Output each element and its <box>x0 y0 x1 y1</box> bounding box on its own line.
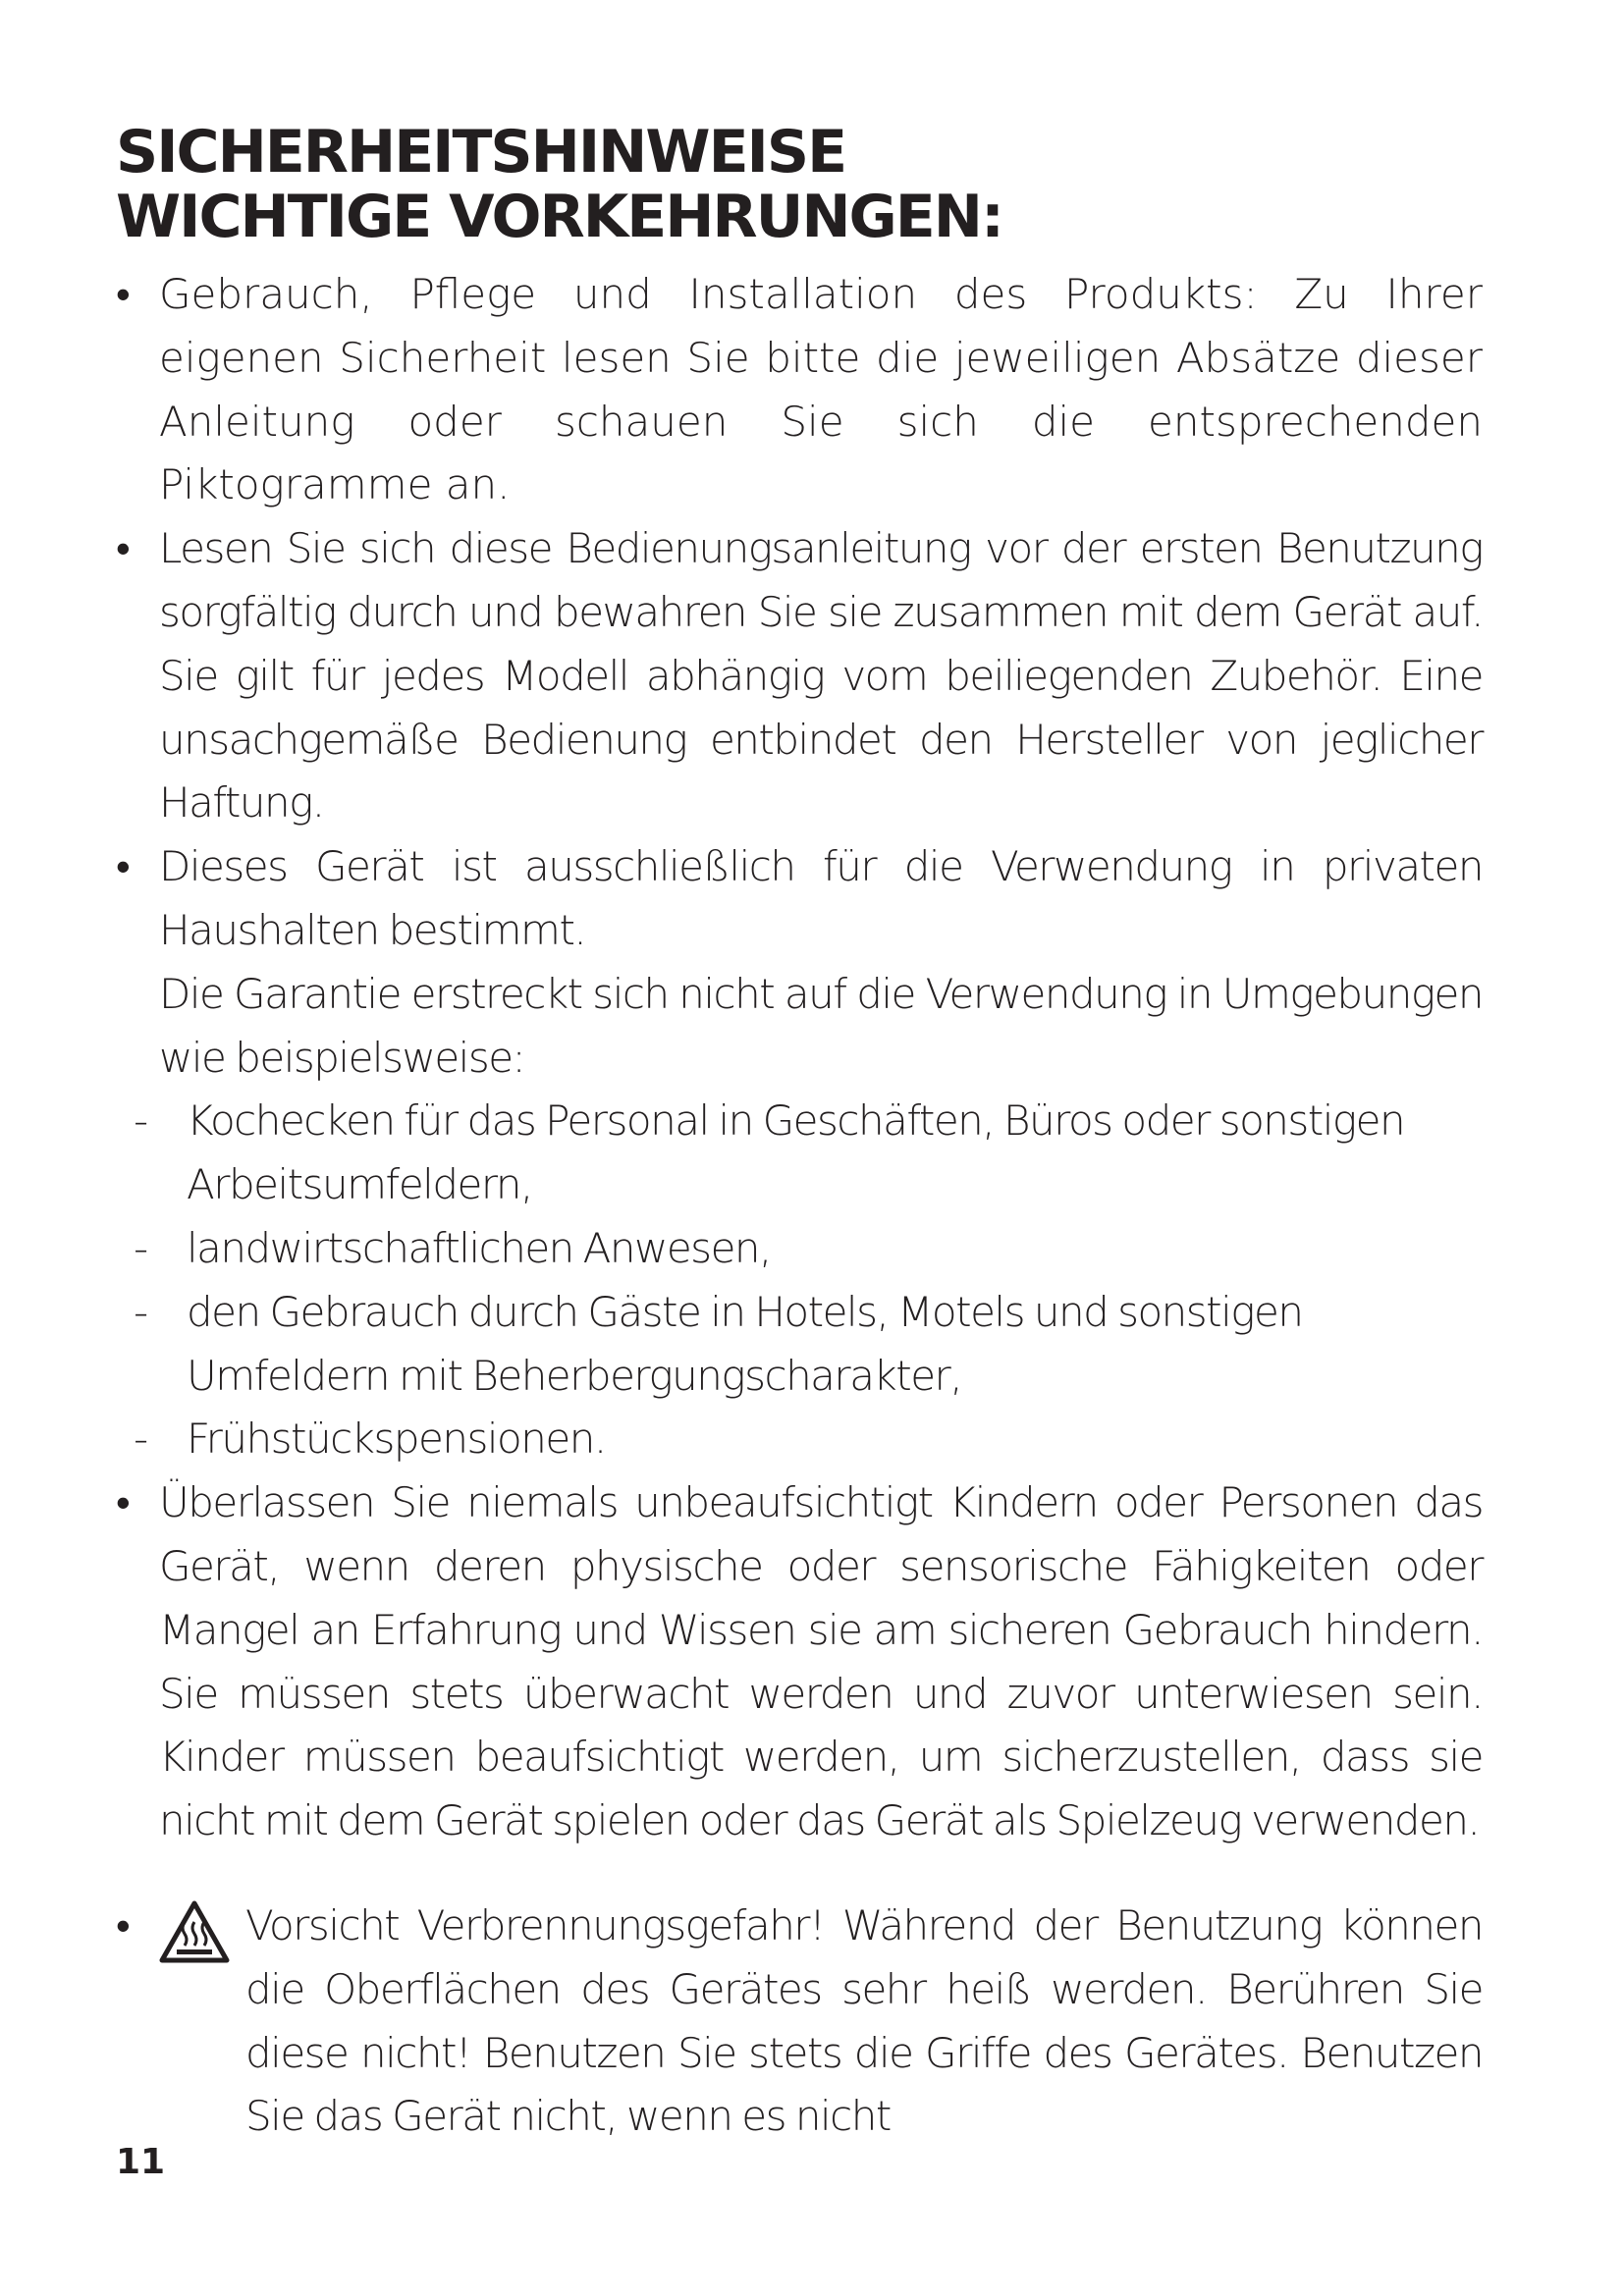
dash: - <box>134 1287 147 1336</box>
title-line-2: WICHTIGE VORKEHRUNGEN: <box>116 183 1002 251</box>
exclusion-text: Frühstückspensionen. <box>187 1415 606 1464</box>
dash: - <box>134 1223 147 1272</box>
exclusion-text: Kochecken für das Personal in Geschäften, Büros oder sonstigen Arbeitsumfeldern, <box>187 1096 1405 1209</box>
dash: - <box>134 1415 147 1464</box>
instruction-item <box>108 1471 1483 1853</box>
instruction-item-warning <box>108 1895 1483 2149</box>
hot-surface-warning-icon <box>159 1900 230 1963</box>
dash: - <box>134 1096 147 1146</box>
exclusion-item <box>108 1217 1483 1281</box>
bullet: • <box>116 524 130 573</box>
instruction-subtext: Die Garantie erstreckt sich nicht auf die Verwendung in Umgebungen wie beispielsweise: <box>159 969 1483 1082</box>
instruction-text: Dieses Gerät ist ausschließlich für die Verwendung in privaten Haushalten bestimmt. <box>159 842 1483 954</box>
instruction-text: Vorsicht Verbrennungsgefahr! Während der Benutzung können die Oberflächen des Gerätes sehr heiß werden. Berühren Sie diese nicht! Benutzen Sie stets die Griffe des Gerätes. Benutzen Sie das Gerät nicht, wenn es nicht <box>245 1900 1483 2141</box>
instruction-text: Gebrauch, Pflege und Installation des Produkts: Zu Ihrer eigenen Sicherheit lesen Sie bitte die jeweiligen Absätze dieser Anleitung oder schauen Sie sich die entsprechenden Piktogramme an. <box>159 270 1483 509</box>
bullet: • <box>116 1478 130 1527</box>
bullet: • <box>116 1900 130 1949</box>
instruction-text: Überlassen Sie niemals unbeaufsichtigt Kindern oder Personen das Gerät, wenn deren physische oder sensorische Fähigkeiten oder Mangel an Erfahrung und Wissen sie am sicheren Gebrauch hindern. Sie müssen stets überwacht werden und zuvor unterwiesen sein. Kinder müssen beaufsichtigt werden, um sicherzustellen, dass sie nicht mit dem Gerät spielen oder das Gerät als Spielzeug verwenden. <box>159 1478 1483 1845</box>
exclusion-item <box>108 1281 1483 1409</box>
instruction-item <box>108 263 1483 517</box>
instruction-text: Lesen Sie sich diese Bedienungsanleitung vor der ersten Benutzung sorgfältig durch und bewahren Sie sie zusammen mit dem Gerät auf. Sie gilt für jedes Modell abhängig vom beiliegenden Zubehör. Eine unsachgemäße Bedienung entbindet den Hersteller von jeglicher Haftung. <box>159 524 1483 828</box>
title-line-1: SICHERHEITSHINWEISE <box>116 118 846 187</box>
instruction-item <box>108 835 1483 1090</box>
exclusion-item <box>108 1090 1483 1217</box>
page-title <box>116 120 1490 249</box>
page-number: 11 <box>116 2142 166 2182</box>
instruction-item <box>108 517 1483 835</box>
exclusion-text: landwirtschaftlichen Anwesen, <box>187 1223 771 1272</box>
bullet: • <box>116 842 130 891</box>
exclusion-item <box>108 1408 1483 1471</box>
exclusion-text: den Gebrauch durch Gäste in Hotels, Motels und sonstigen Umfeldern mit Beherbergungscharakter, <box>187 1287 1303 1400</box>
safety-instructions <box>108 263 1483 2190</box>
bullet: • <box>116 270 131 318</box>
